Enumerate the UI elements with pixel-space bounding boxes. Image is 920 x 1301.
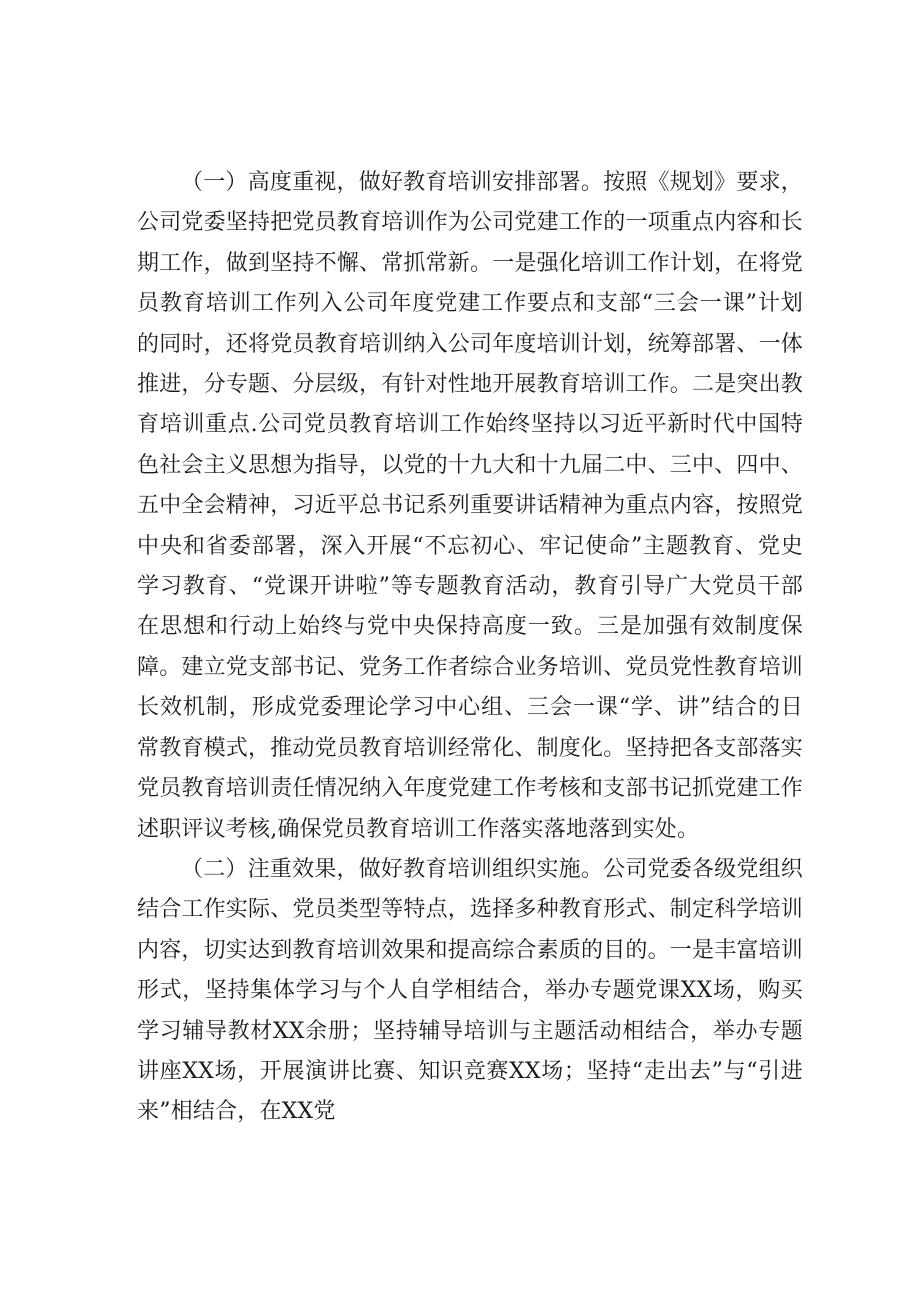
paragraph-1: （一）高度重视，做好教育培训安排部署。按照《规划》要求，公司党委坚持把党员教育培训作为公司党建工作的一项重点内容和长期工作，做到坚持不懈、常抓常新。一是强化培训工作计划，在将党员教育培训工作列入公司年度党建工作要点和支部“三会一课”计划的同时，还将党员教育培训纳入公司年度培训计划，统筹部署、一体推进，分专题、分层级，有针对性地开展教育培训工作。二是突出教育培训重点.公司党员教育培训工作始终坚持以习近平新时代中国特色社会主义思想为指导，以党的十九大和十九届二中、三中、四中、五中全会精神，习近平总书记系列重要讲话精神为重点内容，按照党中央和省委部署，深入开展“不忘初心、牢记使命”主题教育、党史学习教育、“党课开讲啦”等专题教育活动，教育引导广大党员干部在思想和行动上始终与党中央保持高度一致。三是加强有效制度保障。建立党支部书记、党务工作者综合业务培训、党员党性教育培训长效机制，形成党委理论学习中心组、三会一课“学、讲”结合的日常教育模式，推动党员教育培训经常化、制度化。坚持把各支部落实党员教育培训责任情况纳入年度党建工作考核和支部书记抓党建工作述职评议考核,确保党员教育培训工作落实落地落到实处。 [137, 170, 804, 842]
paragraph-2: （二）注重效果，做好教育培训组织实施。公司党委各级党组织结合工作实际、党员类型等特点，选择多种教育形式、制定科学培训内容，切实达到教育培训效果和提高综合素质的目的。一是丰富培训形式，坚持集体学习与个人自学相结合，举办专题党课XX场，购买学习辅导教材XX余册；坚持辅导培训与主题活动相结合，举办专题讲座XX场，开展演讲比赛、知识竞赛XX场；坚持“走出去”与“引进来”相结合，在XX党 [137, 856, 804, 1125]
document-body [137, 163, 803, 1133]
